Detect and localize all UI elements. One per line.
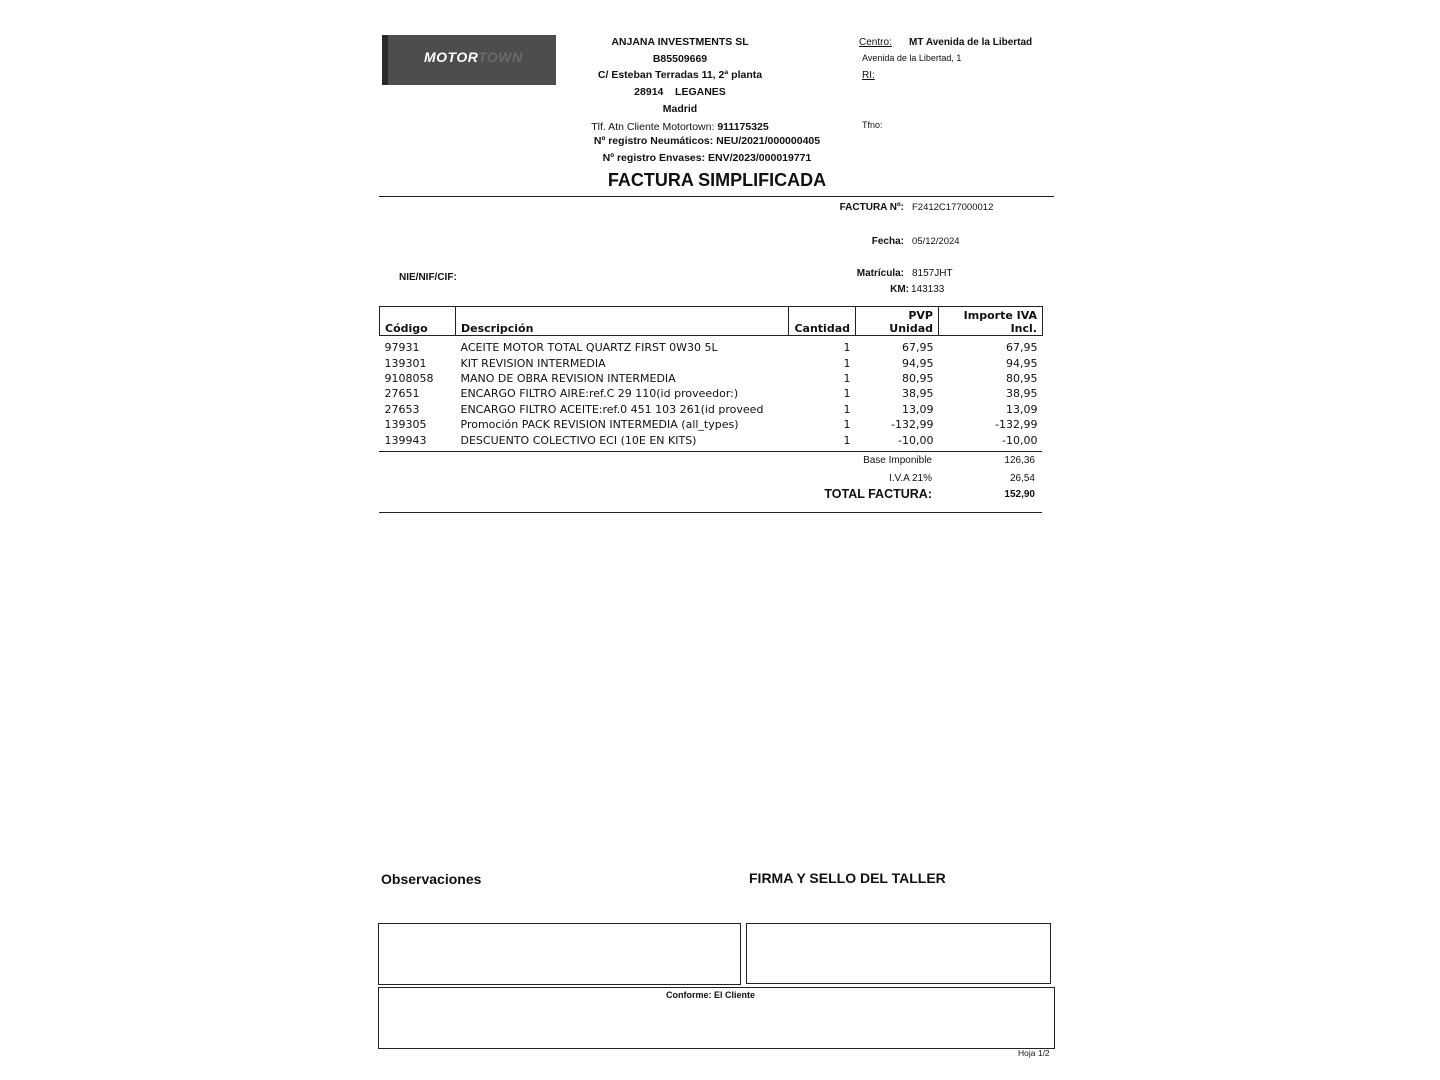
table-row <box>380 417 1043 432</box>
invoice-number: F2412C177000012 <box>912 202 994 213</box>
table-row <box>380 386 1043 401</box>
cell-quantity: 1 <box>843 402 851 416</box>
invoice-date-label: Fecha: <box>871 236 904 247</box>
cell-code: 97931 <box>384 341 420 355</box>
document-title: FACTURA SIMPLIFICADA <box>607 170 827 190</box>
table-row <box>380 432 1043 447</box>
header-unit-price: PVP Unidad <box>856 307 939 336</box>
bottom-divider <box>379 512 1042 513</box>
cell-quantity: 1 <box>843 387 851 401</box>
km-label: KM: <box>890 284 909 295</box>
logo-text: MOTORTOWN <box>424 49 523 65</box>
header-quantity: Cantidad <box>789 307 856 336</box>
cell-quantity: 1 <box>843 433 851 447</box>
tfno-label: Tfno: <box>862 120 883 130</box>
phone-number: 911175325 <box>717 121 769 133</box>
cell-unit-price: -10,00 <box>898 433 934 447</box>
header-code: Código <box>380 307 456 336</box>
cell-description: ENCARGO FILTRO AIRE:ref.C 29 110(id proveedor:) <box>460 387 739 401</box>
centro-name: MT Avenida de la Libertad <box>909 37 1033 48</box>
cell-code: 27653 <box>384 402 420 416</box>
total-value: 152,90 <box>1004 489 1035 500</box>
cell-description: ACEITE MOTOR TOTAL QUARTZ FIRST 0W30 5L <box>460 341 718 355</box>
totals-divider <box>379 451 1042 452</box>
company-province: Madrid <box>662 103 698 115</box>
cell-amount: -10,00 <box>1002 433 1038 447</box>
conforme-box <box>378 987 1055 1049</box>
page-number: Hoja 1/2 <box>1018 1048 1050 1058</box>
cell-code: 139301 <box>384 356 427 370</box>
table-row <box>380 371 1043 386</box>
cell-quantity: 1 <box>843 418 851 432</box>
cell-amount: 80,95 <box>1006 371 1038 385</box>
rl-label: RI: <box>862 70 875 81</box>
cell-description: ENCARGO FILTRO ACEITE:ref.0 451 103 261(id proveed <box>460 402 764 416</box>
plate-value: 8157JHT <box>912 268 953 279</box>
observaciones-title: Observaciones <box>381 871 482 887</box>
invoice-date: 05/12/2024 <box>912 236 960 247</box>
company-city-line <box>530 86 830 98</box>
iva-label: I.V.A 21% <box>889 473 932 484</box>
km-value: 143133 <box>911 284 945 295</box>
invoice-number-label: FACTURA Nº: <box>839 202 904 213</box>
base-label: Base Imponible <box>863 455 932 466</box>
firma-title: FIRMA Y SELLO DEL TALLER <box>749 870 946 886</box>
cell-code: 27651 <box>384 387 420 401</box>
cell-description: KIT REVISION INTERMEDIA <box>460 356 606 370</box>
company-address: C/ Esteban Terradas 11, 2ª planta <box>597 69 763 81</box>
cell-unit-price: 13,09 <box>902 402 934 416</box>
cell-amount: 13,09 <box>1006 402 1038 416</box>
table-row <box>380 402 1043 417</box>
company-phone-line <box>530 121 830 133</box>
cell-description: MANO DE OBRA REVISION INTERMEDIA <box>460 371 676 385</box>
plate-label: Matrícula: <box>856 268 904 279</box>
cell-quantity: 1 <box>843 371 851 385</box>
registro-neumaticos: Nº registro Neumáticos: NEU/2021/000000405 <box>593 135 821 147</box>
base-value: 126,36 <box>1004 455 1035 466</box>
cell-amount: 94,95 <box>1006 356 1038 370</box>
items-body <box>380 336 1043 448</box>
centro-label: Centro: <box>859 37 892 48</box>
cell-unit-price: 67,95 <box>902 341 934 355</box>
cell-unit-price: 80,95 <box>902 371 934 385</box>
items-table <box>379 306 1043 448</box>
postal-code: 28914 <box>634 86 664 98</box>
cell-unit-price: 94,95 <box>902 356 934 370</box>
nif-label: NIE/NIF/CIF: <box>399 272 457 283</box>
company-name: ANJANA INVESTMENTS SL <box>611 36 749 48</box>
registro-envases: Nº registro Envases: ENV/2023/000019771 <box>602 152 812 164</box>
company-cif: B85509669 <box>652 53 708 65</box>
city: LEGANES <box>675 86 726 98</box>
cell-amount: 67,95 <box>1006 341 1038 355</box>
header-description: Descripción <box>456 307 789 336</box>
title-divider <box>379 196 1054 197</box>
cell-quantity: 1 <box>843 341 851 355</box>
observaciones-box <box>378 923 741 985</box>
iva-value: 26,54 <box>1009 473 1035 484</box>
cell-description: DESCUENTO COLECTIVO ECI (10E EN KITS) <box>460 433 697 447</box>
conforme-label: Conforme: El Cliente <box>665 990 755 1000</box>
header-amount: Importe IVA Incl. <box>939 307 1043 336</box>
cell-amount: -132,99 <box>995 418 1038 432</box>
centro-address: Avenida de la Libertad, 1 <box>862 53 962 63</box>
cell-amount: 38,95 <box>1006 387 1038 401</box>
table-header-row <box>380 307 1043 336</box>
cell-quantity: 1 <box>843 356 851 370</box>
cell-description: Promoción PACK REVISION INTERMEDIA (all_types) <box>460 418 739 432</box>
cell-code: 139943 <box>384 433 427 447</box>
table-row <box>380 355 1043 370</box>
cell-unit-price: 38,95 <box>902 387 934 401</box>
phone-label: Tlf. Atn Cliente Motortown: <box>591 121 715 133</box>
firma-box <box>746 923 1051 984</box>
table-row <box>380 336 1043 356</box>
cell-code: 139305 <box>384 418 427 432</box>
cell-code: 9108058 <box>384 371 434 385</box>
cell-unit-price: -132,99 <box>891 418 934 432</box>
total-label: TOTAL FACTURA: <box>824 487 932 501</box>
